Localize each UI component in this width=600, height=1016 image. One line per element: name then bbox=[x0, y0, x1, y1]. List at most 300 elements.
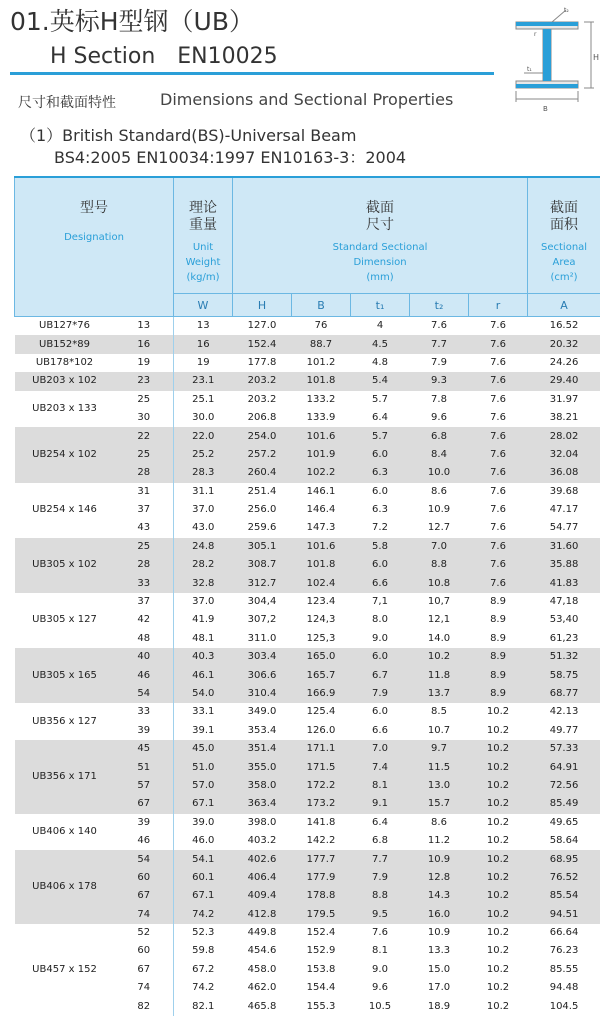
table-cell: 7.6 bbox=[469, 427, 528, 445]
designation-cell: UB203 x 133 bbox=[15, 391, 115, 428]
table-cell: 67.1 bbox=[174, 887, 233, 905]
table-row bbox=[15, 335, 600, 353]
subtitle-part2: EN10025 bbox=[177, 44, 277, 69]
table-cell: 29.40 bbox=[528, 372, 600, 390]
table-cell: 48.1 bbox=[174, 630, 233, 648]
table-cell: 251.4 bbox=[233, 483, 292, 501]
table-cell: 22 bbox=[115, 427, 174, 445]
table-cell: 102.2 bbox=[292, 464, 351, 482]
table-cell: 10.2 bbox=[469, 703, 528, 721]
header-dimension bbox=[233, 177, 528, 294]
header-weight-en2: Weight bbox=[186, 257, 221, 268]
table-cell: 12,1 bbox=[410, 611, 469, 629]
table-row bbox=[15, 740, 600, 758]
table-cell: 8.4 bbox=[410, 446, 469, 464]
header-designation-en: Designation bbox=[15, 230, 173, 245]
table-cell: 10,7 bbox=[410, 593, 469, 611]
table-cell: 355.0 bbox=[233, 758, 292, 776]
diagram-label-h: H bbox=[593, 53, 599, 62]
table-cell: 66.64 bbox=[528, 924, 600, 942]
header-weight-en3: (kg/m) bbox=[186, 272, 219, 283]
table-cell: 46.0 bbox=[174, 832, 233, 850]
designation-cell: UB127*76 bbox=[15, 317, 115, 336]
designation-cell: UB305 x 127 bbox=[15, 593, 115, 648]
table-cell: 462.0 bbox=[233, 979, 292, 997]
table-cell: 7.4 bbox=[351, 758, 410, 776]
table-cell: 76.52 bbox=[528, 869, 600, 887]
table-cell: 10.2 bbox=[469, 795, 528, 813]
table-cell: 10.2 bbox=[469, 997, 528, 1015]
table-cell: 177.8 bbox=[233, 354, 292, 372]
table-cell: 7.6 bbox=[469, 464, 528, 482]
table-cell: 43 bbox=[115, 519, 174, 537]
table-cell: 33 bbox=[115, 574, 174, 592]
table-cell: 23.1 bbox=[174, 372, 233, 390]
table-row bbox=[15, 372, 600, 390]
table-cell: 33.1 bbox=[174, 703, 233, 721]
table-cell: 46 bbox=[115, 832, 174, 850]
table-row bbox=[15, 648, 600, 666]
col-header-w: W bbox=[174, 294, 233, 317]
table-cell: 7.6 bbox=[469, 317, 528, 336]
table-row bbox=[15, 427, 600, 445]
table-cell: 82.1 bbox=[174, 997, 233, 1015]
table-cell: 20.32 bbox=[528, 335, 600, 353]
table-cell: 68.77 bbox=[528, 685, 600, 703]
table-cell: 59.8 bbox=[174, 942, 233, 960]
table-cell: 102.4 bbox=[292, 574, 351, 592]
table-cell: 6.6 bbox=[351, 574, 410, 592]
table-cell: 30 bbox=[115, 409, 174, 427]
table-cell: 9.0 bbox=[351, 630, 410, 648]
diagram-label-b: B bbox=[543, 105, 548, 113]
table-cell: 409.4 bbox=[233, 887, 292, 905]
table-cell: 403.2 bbox=[233, 832, 292, 850]
table-cell: 37 bbox=[115, 501, 174, 519]
table-row bbox=[15, 317, 600, 336]
table-cell: 312.7 bbox=[233, 574, 292, 592]
table-row bbox=[15, 814, 600, 832]
col-header-t2: t₂ bbox=[410, 294, 469, 317]
table-cell: 203.2 bbox=[233, 372, 292, 390]
table-cell: 46.1 bbox=[174, 666, 233, 684]
table-cell: 31 bbox=[115, 483, 174, 501]
table-cell: 17.0 bbox=[410, 979, 469, 997]
table-cell: 101.6 bbox=[292, 538, 351, 556]
table-cell: 154.4 bbox=[292, 979, 351, 997]
table-cell: 82 bbox=[115, 997, 174, 1015]
table-cell: 54 bbox=[115, 850, 174, 868]
table-cell: 7.6 bbox=[351, 924, 410, 942]
table-cell: 10.2 bbox=[469, 887, 528, 905]
table-cell: 11.8 bbox=[410, 666, 469, 684]
table-cell: 257.2 bbox=[233, 446, 292, 464]
table-cell: 32.8 bbox=[174, 574, 233, 592]
table-cell: 39.0 bbox=[174, 814, 233, 832]
table-cell: 11.2 bbox=[410, 832, 469, 850]
table-cell: 19 bbox=[115, 354, 174, 372]
table-cell: 54.1 bbox=[174, 850, 233, 868]
table-cell: 14.3 bbox=[410, 887, 469, 905]
table-cell: 6.4 bbox=[351, 814, 410, 832]
table-cell: 67 bbox=[115, 961, 174, 979]
header-area-en2: Area bbox=[553, 257, 576, 268]
table-cell: 8.9 bbox=[469, 611, 528, 629]
table-cell: 10.9 bbox=[410, 850, 469, 868]
table-cell: 179.5 bbox=[292, 906, 351, 924]
table-cell: 454.6 bbox=[233, 942, 292, 960]
table-cell: 54.0 bbox=[174, 685, 233, 703]
table-cell: 51.0 bbox=[174, 758, 233, 776]
table-cell: 9.1 bbox=[351, 795, 410, 813]
table-cell: 6.3 bbox=[351, 464, 410, 482]
table-cell: 171.1 bbox=[292, 740, 351, 758]
table-row bbox=[15, 703, 600, 721]
designation-cell: UB254 x 146 bbox=[15, 483, 115, 538]
table-cell: 8.5 bbox=[410, 703, 469, 721]
table-cell: 53,40 bbox=[528, 611, 600, 629]
table-cell: 60 bbox=[115, 942, 174, 960]
table-cell: 305.1 bbox=[233, 538, 292, 556]
table-cell: 349.0 bbox=[233, 703, 292, 721]
table-cell: 16.0 bbox=[410, 906, 469, 924]
table-cell: 7.7 bbox=[410, 335, 469, 353]
table-cell: 10.9 bbox=[410, 924, 469, 942]
table-cell: 8.1 bbox=[351, 942, 410, 960]
table-cell: 8.9 bbox=[469, 666, 528, 684]
diagram-label-r: r bbox=[534, 31, 537, 38]
header-weight-en1: Unit bbox=[193, 242, 213, 253]
table-row bbox=[15, 593, 600, 611]
table-cell: 6.4 bbox=[351, 409, 410, 427]
table-cell: 16.52 bbox=[528, 317, 600, 336]
table-cell: 22.0 bbox=[174, 427, 233, 445]
table-cell: 310.4 bbox=[233, 685, 292, 703]
table-cell: 39 bbox=[115, 722, 174, 740]
header-dimension-en2: Dimension bbox=[353, 257, 406, 268]
table-cell: 23 bbox=[115, 372, 174, 390]
table-row bbox=[15, 850, 600, 868]
table-cell: 147.3 bbox=[292, 519, 351, 537]
table-cell: 39 bbox=[115, 814, 174, 832]
table-cell: 57 bbox=[115, 777, 174, 795]
table-cell: 51 bbox=[115, 758, 174, 776]
table-cell: 172.2 bbox=[292, 777, 351, 795]
header-dimension-en3: (mm) bbox=[366, 272, 393, 283]
table-cell: 13.3 bbox=[410, 942, 469, 960]
table-row bbox=[15, 538, 600, 556]
table-cell: 7.6 bbox=[469, 501, 528, 519]
table-cell: 124,3 bbox=[292, 611, 351, 629]
table-cell: 49.65 bbox=[528, 814, 600, 832]
header-area-en1: Sectional bbox=[541, 242, 587, 253]
table-cell: 104.5 bbox=[528, 997, 600, 1015]
table-cell: 133.9 bbox=[292, 409, 351, 427]
table-cell: 10.2 bbox=[469, 758, 528, 776]
table-cell: 177.9 bbox=[292, 869, 351, 887]
table-cell: 8.8 bbox=[410, 556, 469, 574]
table-cell: 7.6 bbox=[469, 372, 528, 390]
table-cell: 7.6 bbox=[469, 409, 528, 427]
table-cell: 10.0 bbox=[410, 464, 469, 482]
table-cell: 5.7 bbox=[351, 391, 410, 409]
header-designation-cn: 型号 bbox=[15, 200, 173, 217]
table-cell: 101.8 bbox=[292, 556, 351, 574]
table-cell: 85.55 bbox=[528, 961, 600, 979]
title-divider bbox=[10, 72, 494, 75]
table-cell: 6.0 bbox=[351, 446, 410, 464]
table-cell: 37.0 bbox=[174, 593, 233, 611]
table-cell: 165.0 bbox=[292, 648, 351, 666]
table-cell: 40 bbox=[115, 648, 174, 666]
table-cell: 171.5 bbox=[292, 758, 351, 776]
table-cell: 7.9 bbox=[351, 869, 410, 887]
table-cell: 206.8 bbox=[233, 409, 292, 427]
table-cell: 37 bbox=[115, 593, 174, 611]
designation-cell: UB406 x 140 bbox=[15, 814, 115, 851]
table-cell: 12.8 bbox=[410, 869, 469, 887]
table-cell: 25.1 bbox=[174, 391, 233, 409]
designation-cell: UB356 x 171 bbox=[15, 740, 115, 814]
table-cell: 7,1 bbox=[351, 593, 410, 611]
table-cell: 25 bbox=[115, 538, 174, 556]
table-cell: 9.5 bbox=[351, 906, 410, 924]
table-cell: 45 bbox=[115, 740, 174, 758]
table-cell: 133.2 bbox=[292, 391, 351, 409]
table-cell: 101.9 bbox=[292, 446, 351, 464]
table-cell: 74.2 bbox=[174, 906, 233, 924]
table-cell: 141.8 bbox=[292, 814, 351, 832]
table-cell: 259.6 bbox=[233, 519, 292, 537]
table-cell: 13 bbox=[115, 317, 174, 336]
table-cell: 67.2 bbox=[174, 961, 233, 979]
table-cell: 14.0 bbox=[410, 630, 469, 648]
table-cell: 9.3 bbox=[410, 372, 469, 390]
table-cell: 152.9 bbox=[292, 942, 351, 960]
table-cell: 49.77 bbox=[528, 722, 600, 740]
table-cell: 85.49 bbox=[528, 795, 600, 813]
table-cell: 7.6 bbox=[469, 391, 528, 409]
page-title: 01.英标H型钢（UB） bbox=[10, 2, 254, 38]
table-cell: 10.5 bbox=[351, 997, 410, 1015]
col-header-r: r bbox=[469, 294, 528, 317]
designation-cell: UB178*102 bbox=[15, 354, 115, 372]
table-cell: 5.7 bbox=[351, 427, 410, 445]
table-cell: 6.0 bbox=[351, 556, 410, 574]
table-cell: 28.2 bbox=[174, 556, 233, 574]
designation-cell: UB203 x 102 bbox=[15, 372, 115, 390]
table-cell: 4 bbox=[351, 317, 410, 336]
table-cell: 67 bbox=[115, 795, 174, 813]
table-cell: 6.6 bbox=[351, 722, 410, 740]
table-cell: 125,3 bbox=[292, 630, 351, 648]
table-cell: 398.0 bbox=[233, 814, 292, 832]
designation-cell: UB305 x 102 bbox=[15, 538, 115, 593]
table-cell: 31.60 bbox=[528, 538, 600, 556]
table-cell: 8.0 bbox=[351, 611, 410, 629]
table-cell: 7.8 bbox=[410, 391, 469, 409]
table-cell: 25.2 bbox=[174, 446, 233, 464]
table-cell: 153.8 bbox=[292, 961, 351, 979]
table-cell: 7.6 bbox=[469, 519, 528, 537]
table-cell: 307,2 bbox=[233, 611, 292, 629]
table-cell: 94.48 bbox=[528, 979, 600, 997]
table-cell: 412.8 bbox=[233, 906, 292, 924]
table-cell: 8.9 bbox=[469, 685, 528, 703]
table-cell: 358.0 bbox=[233, 777, 292, 795]
table-cell: 165.7 bbox=[292, 666, 351, 684]
table-cell: 25 bbox=[115, 391, 174, 409]
header-designation bbox=[15, 177, 174, 317]
table-cell: 449.8 bbox=[233, 924, 292, 942]
table-cell: 15.7 bbox=[410, 795, 469, 813]
table-cell: 11.5 bbox=[410, 758, 469, 776]
table-cell: 8.9 bbox=[469, 593, 528, 611]
table-cell: 6.0 bbox=[351, 648, 410, 666]
table-cell: 10.2 bbox=[469, 850, 528, 868]
table-cell: 28.02 bbox=[528, 427, 600, 445]
table-cell: 9.0 bbox=[351, 961, 410, 979]
table-cell: 8.6 bbox=[410, 814, 469, 832]
subtitle-part1: H Section bbox=[50, 44, 155, 69]
table-cell: 60 bbox=[115, 869, 174, 887]
table-row bbox=[15, 391, 600, 409]
table-cell: 7.6 bbox=[469, 574, 528, 592]
table-cell: 40.3 bbox=[174, 648, 233, 666]
table-cell: 10.2 bbox=[469, 740, 528, 758]
col-header-t1: t₁ bbox=[351, 294, 410, 317]
table-cell: 351.4 bbox=[233, 740, 292, 758]
table-cell: 126.0 bbox=[292, 722, 351, 740]
table-cell: 15.0 bbox=[410, 961, 469, 979]
table-cell: 10.8 bbox=[410, 574, 469, 592]
table-cell: 31.1 bbox=[174, 483, 233, 501]
table-cell: 458.0 bbox=[233, 961, 292, 979]
table-cell: 19 bbox=[174, 354, 233, 372]
designation-cell: UB254 x 102 bbox=[15, 427, 115, 482]
table-cell: 61,23 bbox=[528, 630, 600, 648]
table-cell: 152.4 bbox=[233, 335, 292, 353]
table-cell: 306.6 bbox=[233, 666, 292, 684]
table-cell: 7.7 bbox=[351, 850, 410, 868]
table-cell: 8.8 bbox=[351, 887, 410, 905]
table-cell: 9.7 bbox=[410, 740, 469, 758]
table-cell: 142.2 bbox=[292, 832, 351, 850]
table-cell: 24.26 bbox=[528, 354, 600, 372]
table-cell: 10.2 bbox=[469, 869, 528, 887]
table-cell: 7.0 bbox=[351, 740, 410, 758]
table-cell: 152.4 bbox=[292, 924, 351, 942]
table-cell: 60.1 bbox=[174, 869, 233, 887]
table-cell: 36.08 bbox=[528, 464, 600, 482]
table-cell: 10.2 bbox=[469, 814, 528, 832]
table-cell: 6.0 bbox=[351, 483, 410, 501]
designation-cell: UB305 x 165 bbox=[15, 648, 115, 703]
table-cell: 146.4 bbox=[292, 501, 351, 519]
table-cell: 7.6 bbox=[469, 538, 528, 556]
table-cell: 42.13 bbox=[528, 703, 600, 721]
table-cell: 28.3 bbox=[174, 464, 233, 482]
table-cell: 7.6 bbox=[469, 335, 528, 353]
header-dimension-en1: Standard Sectional bbox=[333, 242, 428, 253]
table-cell: 4.5 bbox=[351, 335, 410, 353]
table-cell: 43.0 bbox=[174, 519, 233, 537]
table-cell: 402.6 bbox=[233, 850, 292, 868]
table-cell: 51.32 bbox=[528, 648, 600, 666]
diagram-label-t2: t₂ bbox=[564, 7, 569, 14]
table-cell: 10.2 bbox=[469, 722, 528, 740]
table-cell: 42 bbox=[115, 611, 174, 629]
table-cell: 303.4 bbox=[233, 648, 292, 666]
table-cell: 57.33 bbox=[528, 740, 600, 758]
table-cell: 52 bbox=[115, 924, 174, 942]
table-cell: 6.3 bbox=[351, 501, 410, 519]
table-cell: 7.6 bbox=[469, 483, 528, 501]
table-cell: 39.68 bbox=[528, 483, 600, 501]
table-cell: 101.2 bbox=[292, 354, 351, 372]
table-cell: 9.6 bbox=[410, 409, 469, 427]
table-cell: 146.1 bbox=[292, 483, 351, 501]
table-cell: 33 bbox=[115, 703, 174, 721]
table-cell: 28 bbox=[115, 464, 174, 482]
table-cell: 31.97 bbox=[528, 391, 600, 409]
table-cell: 25 bbox=[115, 446, 174, 464]
header-area-cn1: 截面 bbox=[550, 200, 578, 216]
header-weight-cn1: 理论 bbox=[189, 200, 217, 216]
table-cell: 123.4 bbox=[292, 593, 351, 611]
diagram-label-t1: t₁ bbox=[527, 66, 532, 73]
table-cell: 127.0 bbox=[233, 317, 292, 336]
section-heading-en: Dimensions and Sectional Properties bbox=[160, 90, 453, 109]
table-cell: 406.4 bbox=[233, 869, 292, 887]
dimensions-table bbox=[14, 176, 600, 1016]
table-cell: 8.9 bbox=[469, 630, 528, 648]
table-cell: 24.8 bbox=[174, 538, 233, 556]
table-cell: 18.9 bbox=[410, 997, 469, 1015]
header-area-en3: (cm²) bbox=[551, 272, 578, 283]
table-cell: 10.2 bbox=[469, 832, 528, 850]
standard-line-1: （1）British Standard(BS)-Universal Beam bbox=[20, 123, 356, 146]
table-cell: 256.0 bbox=[233, 501, 292, 519]
table-cell: 57.0 bbox=[174, 777, 233, 795]
header-weight-cn2: 重量 bbox=[189, 217, 217, 233]
table-cell: 7.6 bbox=[469, 354, 528, 372]
table-cell: 10.9 bbox=[410, 501, 469, 519]
table-row bbox=[15, 483, 600, 501]
col-header-b: B bbox=[292, 294, 351, 317]
table-cell: 12.7 bbox=[410, 519, 469, 537]
table-cell: 260.4 bbox=[233, 464, 292, 482]
table-cell: 101.8 bbox=[292, 372, 351, 390]
table-cell: 94.51 bbox=[528, 906, 600, 924]
table-cell: 8.6 bbox=[410, 483, 469, 501]
table-cell: 7.6 bbox=[469, 556, 528, 574]
table-cell: 88.7 bbox=[292, 335, 351, 353]
table-cell: 46 bbox=[115, 666, 174, 684]
table-cell: 52.3 bbox=[174, 924, 233, 942]
table-cell: 166.9 bbox=[292, 685, 351, 703]
designation-cell: UB406 x 178 bbox=[15, 850, 115, 924]
section-heading-cn: 尺寸和截面特性 bbox=[18, 92, 116, 112]
table-cell: 7.0 bbox=[410, 538, 469, 556]
table-cell: 85.54 bbox=[528, 887, 600, 905]
table-cell: 173.2 bbox=[292, 795, 351, 813]
table-cell: 76.23 bbox=[528, 942, 600, 960]
table-cell: 13.7 bbox=[410, 685, 469, 703]
standard-line-2: BS4:2005 EN10034:1997 EN10163-3：2004 bbox=[54, 145, 406, 168]
table-cell: 13.0 bbox=[410, 777, 469, 795]
table-cell: 363.4 bbox=[233, 795, 292, 813]
